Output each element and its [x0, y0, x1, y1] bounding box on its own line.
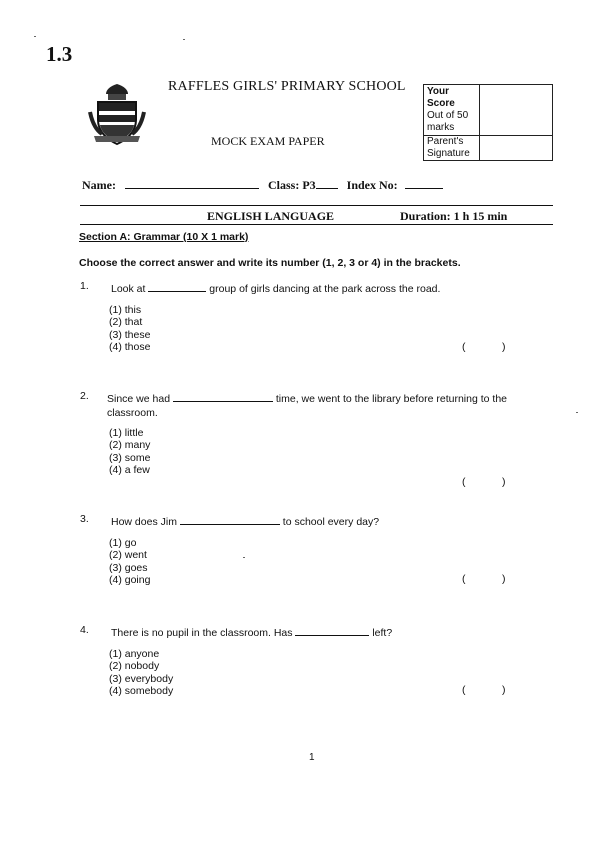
option-item[interactable]: (1) anyone: [109, 648, 160, 660]
option-item[interactable]: (4) going: [109, 573, 151, 586]
index-field[interactable]: [405, 177, 443, 189]
your-score-label: Your Score: [427, 86, 455, 109]
option-item[interactable]: (2) went: [109, 549, 147, 562]
divider-top: [80, 205, 553, 206]
answer-blank: [173, 390, 273, 402]
question-text: [111, 513, 531, 529]
question-number: 4.: [80, 624, 89, 636]
options-list: [109, 537, 150, 586]
student-details-line: [82, 177, 443, 193]
answer-bracket[interactable]: [462, 341, 506, 353]
option-item[interactable]: (4) those: [109, 340, 151, 353]
page-number: 1: [309, 752, 315, 763]
name-field[interactable]: [125, 177, 259, 189]
question-text-after: time, we went to the library before returning to the classroom.: [107, 393, 508, 419]
question-text: [111, 280, 531, 296]
question-text-after: group of girls dancing at the park across the road.: [206, 283, 441, 295]
section-instruction: Choose the correct answer and write its number (1, 2, 3 or 4) in the brackets.: [79, 257, 461, 269]
option-item[interactable]: (3) some: [109, 451, 151, 464]
bracket-open: (: [462, 573, 466, 585]
bracket-close: ): [502, 684, 506, 696]
class-label: Class: P3: [267, 178, 316, 192]
option-item[interactable]: (4) somebody: [109, 684, 174, 697]
answer-blank: [295, 624, 369, 636]
option-item[interactable]: (1) little: [109, 427, 144, 439]
option-item[interactable]: (1) this: [109, 304, 142, 316]
index-label: Index No:: [346, 178, 398, 192]
school-name: RAFFLES GIRLS' PRIMARY SCHOOL: [168, 79, 406, 94]
score-box: [423, 84, 553, 161]
option-item[interactable]: (4) a few: [109, 463, 150, 476]
option-item[interactable]: (1) go: [109, 537, 137, 549]
subject-title: ENGLISH LANGUAGE: [207, 209, 335, 223]
question-number: 2.: [80, 390, 89, 402]
scan-speck: [576, 412, 578, 413]
paper-type: MOCK EXAM PAPER: [211, 134, 325, 148]
bracket-close: ): [502, 341, 506, 353]
option-item[interactable]: (3) everybody: [109, 672, 174, 685]
bracket-close: ): [502, 476, 506, 488]
answer-blank: [148, 280, 206, 292]
question-text-after: to school every day?: [279, 516, 380, 528]
name-label: Name:: [82, 178, 116, 192]
bracket-open: (: [462, 476, 466, 488]
options-list: [109, 304, 150, 353]
exam-duration: Duration: 1 h 15 min: [400, 209, 508, 223]
question-text-after: left?: [369, 627, 393, 639]
answer-blank: [180, 513, 280, 525]
option-item[interactable]: (2) many: [109, 439, 151, 452]
option-item[interactable]: (2) that: [109, 316, 143, 329]
divider-bottom: [80, 224, 553, 225]
score-label-cell: [424, 85, 480, 136]
out-of-label: Out of 50 marks: [427, 110, 469, 133]
question-text-before: Since we had: [107, 393, 173, 405]
school-crest-logo: [88, 82, 146, 146]
section-title: Section A: Grammar (10 X 1 mark): [79, 231, 249, 243]
option-item[interactable]: (2) nobody: [109, 660, 160, 673]
question-text-before: How does Jim: [111, 516, 180, 528]
answer-bracket[interactable]: [462, 573, 506, 585]
bracket-open: (: [462, 684, 466, 696]
options-list: [109, 427, 150, 476]
question-text: [107, 390, 527, 420]
question-number: 3.: [80, 513, 89, 525]
bracket-close: ): [502, 573, 506, 585]
section-number: 1.3: [46, 42, 73, 66]
question-text-before: Look at: [111, 283, 149, 295]
question-number: 1.: [80, 280, 89, 292]
option-item[interactable]: (3) these: [109, 328, 151, 341]
answer-bracket[interactable]: [462, 684, 506, 696]
score-entry-field[interactable]: [480, 85, 552, 136]
question-text-before: There is no pupil in the classroom. Has: [111, 627, 296, 639]
class-field[interactable]: [316, 177, 338, 189]
scan-speck: [34, 36, 36, 37]
option-item[interactable]: (3) goes: [109, 561, 148, 574]
scan-speck: [183, 39, 185, 40]
bracket-open: (: [462, 341, 466, 353]
parent-signature-label: Parent's Signature: [427, 136, 470, 159]
answer-bracket[interactable]: [462, 476, 506, 488]
parent-signature-cell: [424, 136, 480, 160]
options-list: [109, 648, 173, 697]
question-text: [111, 624, 531, 640]
scan-speck: [243, 557, 245, 558]
signature-entry-field[interactable]: [480, 136, 552, 160]
